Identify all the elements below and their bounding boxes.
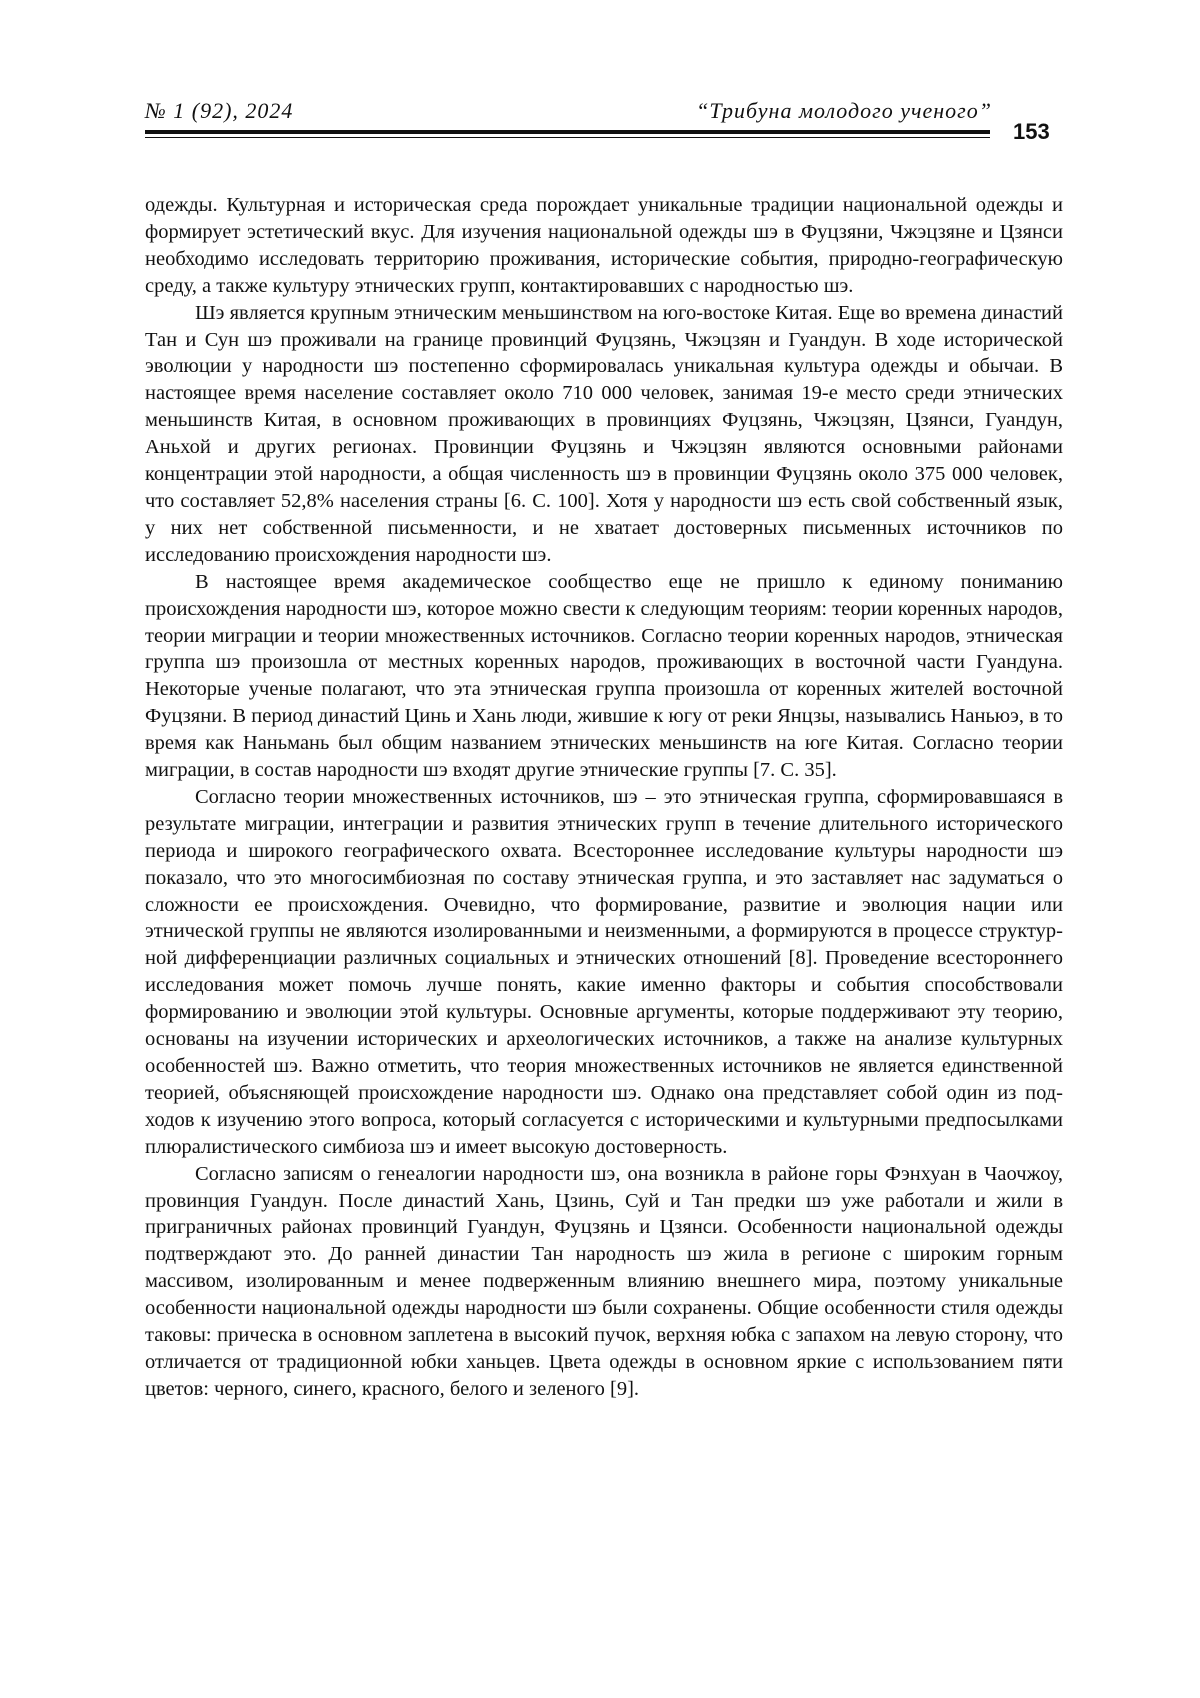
paragraph-origin-theories: В настоящее время академическое сообщество еще не пришло к единому пони­манию происхождения народности шэ, которое можно свести к следующим теориям: теории коренных народов, теории миграции и теории множественных источников. Согласно теории коренных народов, этническая группа шэ произошла от местных коренных народов, проживающих в восточной части Гуандуна. Некоторые ученые полагают, что эта этническая группа произошла от коренных жителей восточной Фуц­зяни. В период династий Цинь и Хань люди, жившие к югу от реки Янцзы, назывались Наньюэ, в то время как Наньмань был общим названием этнических меньшинств на юге Китая. Согласно теории миграции, в состав народности шэ входят другие этниче­ские группы [7. С. 35].	[145, 569, 1063, 784]
header-rule-thin	[145, 137, 990, 138]
page-header	[145, 98, 1045, 148]
paragraph-she-population: Шэ является крупным этническим меньшинством на юго-востоке Китая. Еще во времена династий Тан и Сун шэ проживали на границе провинций Фуцзянь, Чжэцзян и Гуандун. В ходе исторической эволюции у народности шэ постепенно сформировалась уникальная культура одежды и обычаи. В настоящее время население составляет око­ло 710 000 человек, занимая 19-е место среди этнических меньшинств Китая, в основ­ном проживающих в провинциях Фуцзянь, Чжэцзян, Цзянси, Гуандун, Аньхой и других регионах. Провинции Фуцзянь и Чжэцзян являются основными районами концентрации этой народности, а общая численность шэ в провинции Фуцзянь около 375 000 человек, что составляет 52,8% населения страны [6. С. 100]. Хотя у народности шэ есть свой собственный язык, у них нет собственной письменности, и не хватает достоверных пись­менных источников по исследованию происхождения народности шэ.	[145, 300, 1063, 569]
article-body	[145, 192, 1063, 1403]
paragraph-genealogy: Согласно записям о генеалогии народности шэ, она возникла в районе горы Фэн­хуан в Чаочжоу, провинция Гуандун. После династий Хань, Цзинь, Суй и Тан предки шэ уже работали и жили в приграничных районах провинций Гуандун, Фуцзянь и Цзян­си. Особенности национальной одежды подтверждают это. До ранней династии Тан на­родность шэ жила в регионе с широким горным массивом, изолированным и менее под­верженным влиянию внешнего мира, поэтому уникальные особенности национальной одежды народности шэ были сохранены. Общие особенности стиля одежды таковы: при­ческа в основном заплетена в высокий пучок, верхняя юбка с запахом на левую сто­рону, что отличается от традиционной юбки ханьцев. Цвета одежды в основном яркие с использованием пяти цветов: черного, синего, красного, белого и зеленого [9].	[145, 1161, 1063, 1403]
page-number: 153	[1013, 119, 1050, 145]
paragraph-multiple-sources: Согласно теории множественных источников, шэ – это этническая группа, сфор­мировавшаяся в результате миграции, интеграции и развития этнических групп в тече­ние длительного исторического периода и широкого географического охвата. Всесторон­нее исследование культуры народности шэ показало, что это многосимбиозная по составу этническая группа, и это заставляет нас задуматься о сложности ее происхож­дения. Очевидно, что формирование, развитие и эволюция нации или этнической груп­пы не являются изолированными и неизменными, а формируются в процессе структур­ной дифференциации различных социальных и этнических отношений [8]. Проведение всестороннего исследования может помочь лучше понять, какие именно факторы и события способствовали формированию и эволюции этой культуры. Основные аргумен­ты, которые поддерживают эту теорию, основаны на изучении исторических и археоло­гических источников, а также на анализе культурных особенностей шэ. Важно отме­тить, что теория множественных источников не является единственной теорией, объя­сняющей происхождение народности шэ. Однако она представляет собой один из под­ходов к изучению этого вопроса, который согласуется с историческими и культурными предпосылками плюралистического симбиоза шэ и имеет высокую достоверность.	[145, 784, 1063, 1161]
issue-number: № 1 (92), 2024	[145, 98, 293, 124]
header-rule-thick	[145, 130, 990, 134]
paragraph-continuation: одежды. Культурная и историческая среда порождает уникальные традиции националь­ной одежды и формирует эстетический вкус. Для изучения национальной одежды шэ в Фуцзяни, Чжэцзяне и Цзянси необходимо исследовать территорию проживания, истори­ческие события, природно-географическую среду, а также культуру этнических групп, контактировавших с народностью шэ.	[145, 192, 1063, 300]
journal-title: “Трибуна молодого ученого”	[696, 98, 992, 124]
